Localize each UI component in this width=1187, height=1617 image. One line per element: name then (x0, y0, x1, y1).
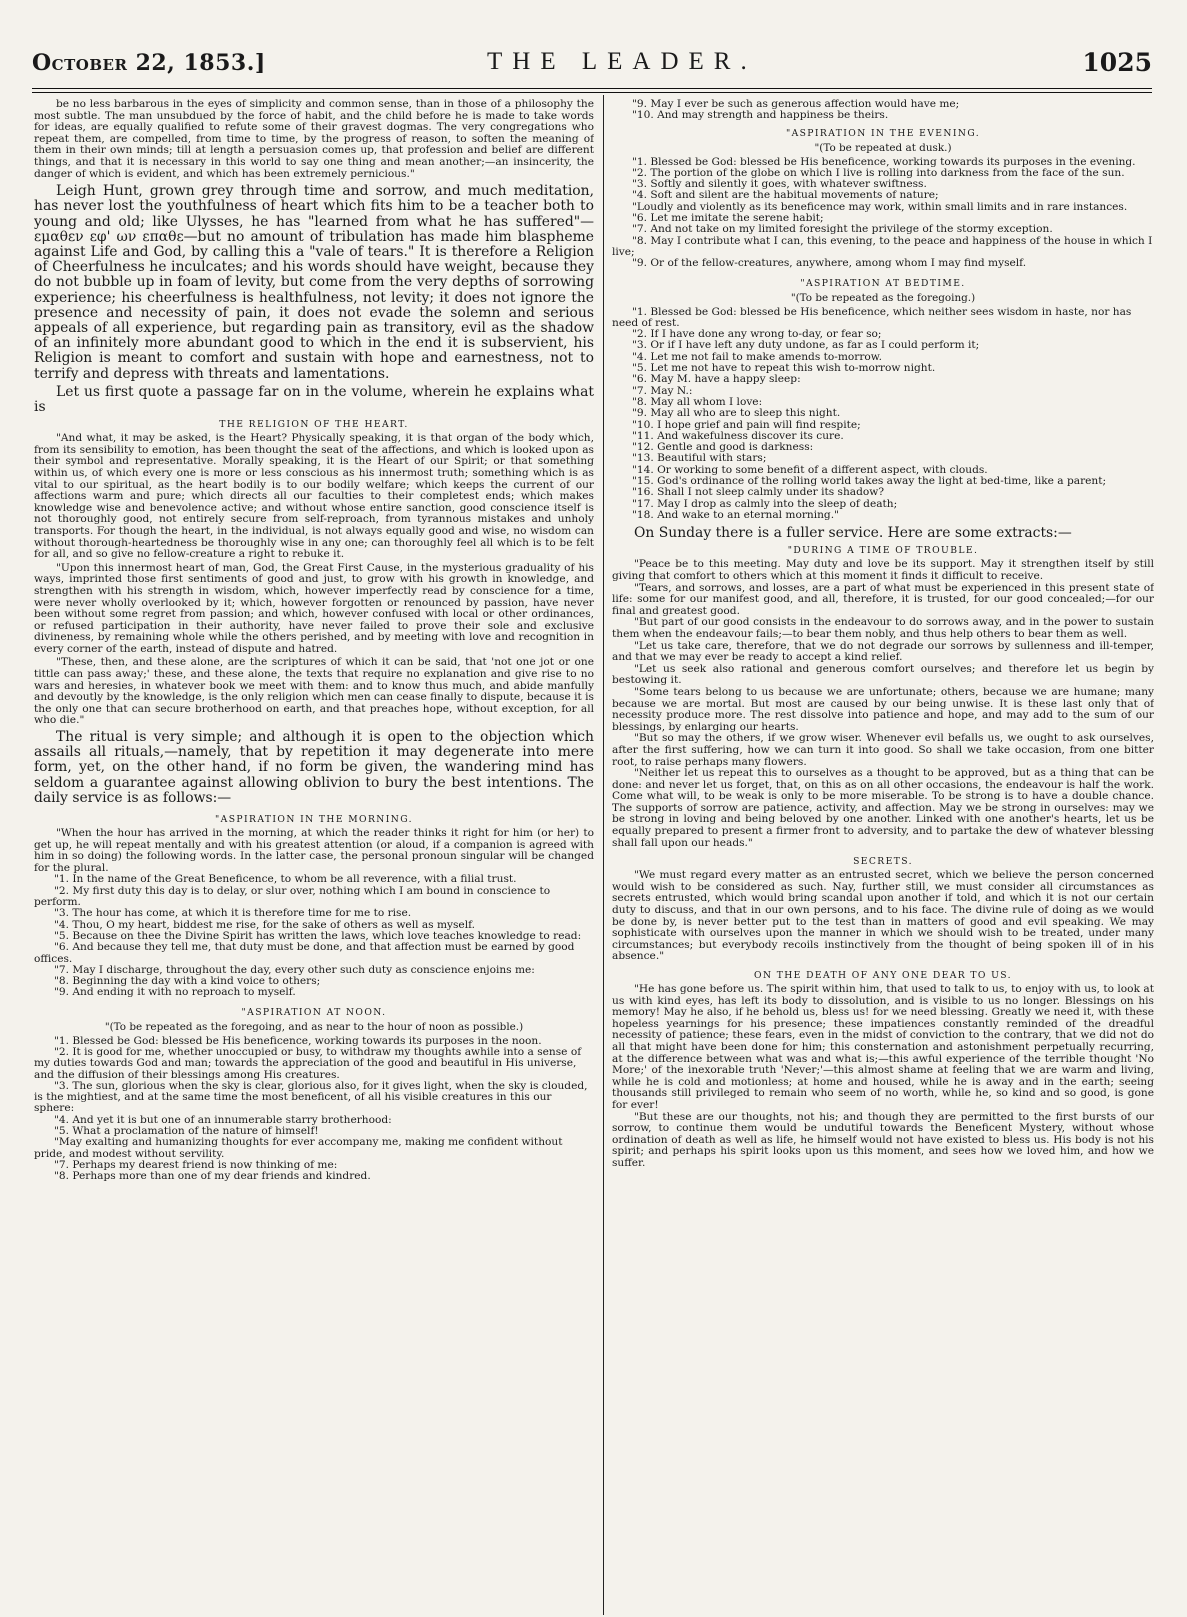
list-item: "1. Blessed be God: blessed be His beneficence, which neither sees wisdom in haste, nor has need of rest. (612, 305, 1132, 329)
left-column (34, 99, 594, 1614)
list-item: "13. Beautiful with stars; (632, 452, 767, 465)
list-item: "8. May I contribute what I can, this evening, to the peace and happiness of the house in which I live; (612, 234, 1153, 258)
heart-paragraph-1: "And what, it may be asked, is the Heart? Physically speaking, it is that organ of the body which, from its sensibility to emotion, has been thought the seat of the affections, and which is looked upon as their symbol and representative. Morally speaking, it is the Heart of our Spirit; or that something within us, of which every one is more or less conscious as his innermost truth; something which is as vital to our spiritual, as the heart bodily is to our bodily welfare; which keeps the current of our affections warm and pure; which directs all our faculties to their completest ends; which makes knowledge wise and benevolence active; and without whose entire sanction, good conscience itself is not thoroughly good, not entirely secure from self-reproach, from tyrannous mistakes and unholy transports. For though the heart, in the individual, is not always equally good and wise, no wisdom can without thorough-heartedness be thoroughly wise in any one; can thoroughly feel all which is to be felt for all, and so give no fellow-creature a right to rebuke it. (34, 432, 594, 561)
list-item: "9. And ending it with no reproach to myself. (54, 986, 296, 999)
list-item: "May exalting and humanizing thoughts for ever accompany me, making me confident without pride, and modest without servility. (34, 1136, 563, 1160)
right-column (612, 99, 1154, 1614)
list-item: "6. Let me imitate the serene habit; (632, 212, 824, 225)
ritual-paragraph: The ritual is very simple; and although it is open to the objection which assails all rituals,—namely, that by repetition it may degenerate into mere form, yet, on the other hand, if no form be given, the wandering mind has seldom a guarantee against allowing oblivion to bury the best intentions. The daily service is as follows:— (34, 729, 594, 806)
noon-list-continued (612, 99, 1154, 122)
trouble-paragraph: "Let us take care, therefore, that we do not degrade our sorrows by sullenness and ill-temper, and that we may ever be ready to accept a kind relief. (612, 639, 1154, 664)
heart-paragraph-2: "Upon this innermost heart of man, God, the Great First Cause, in the mysterious graduality of his ways, imprinted those first sentiments of good and just, to grow with his growth in knowledge, and strengthen with his strength in wisdom, which, however imperfectly read by conscience for a time, were never wholly overlooked by it; which, however forgotten or renounced by passion, have never been without some regret from passion; and which, however confused with local or other ordinances, or refused participation in their authority, have never failed to prove their sole and exclusive divineness, by remaining whole while the others perished, and by meeting with love and recognition in every corner of the earth, instead of dispute and hatred. (34, 561, 594, 655)
list-item: "18. And wake to an eternal morning." (632, 508, 839, 521)
list-item: "8. Perhaps more than one of my dear friends and kindred. (54, 1170, 371, 1183)
list-item: "2. If I have done any wrong to-day, or fear so; (632, 328, 882, 341)
page-number: 1025 (1082, 48, 1152, 77)
list-item: "4. And yet it is but one of an innumerable starry brotherhood: (54, 1113, 392, 1126)
list-item: "17. May I drop as calmly into the sleep of death; (632, 497, 898, 510)
list-item: "3. Softly and silently it goes, with whatever swiftness. (632, 178, 927, 191)
list-item: "8. May all whom I love: (632, 395, 763, 408)
list-item: "4. Thou, O my heart, biddest me rise, for the sake of others as well as myself. (54, 918, 475, 931)
list-item: "2. It is good for me, whether unoccupied or busy, to withdraw my thoughts awhile into a sense of my duties towards God and man; towards the appreciation of the good and beautiful in His universe, and the diffusion of their blessings among His creatures. (34, 1046, 582, 1081)
column-divider (603, 95, 604, 1615)
paper-title: THE LEADER. (487, 48, 757, 75)
list-item: "10. I hope grief and pain will find respite; (632, 418, 861, 431)
list-item: "8. Beginning the day with a kind voice to others; (54, 975, 321, 988)
list-item: "5. Let me not have to repeat this wish to-morrow night. (632, 362, 936, 375)
list-item: "7. May N.: (632, 384, 693, 397)
sunday-paragraph: On Sunday there is a fuller service. Here are some extracts:— (634, 525, 1072, 542)
list-item: "3. The sun, glorious when the sky is clear, glorious also, for it gives light, when the sky is clouded, is the mightiest, and at the same time the most beneficent, of all his visible creatures in this our sphere: (34, 1079, 588, 1115)
section-heading-noon: "ASPIRATION AT NOON. (241, 1006, 387, 1018)
list-item: "5. Because on thee the Divine Spirit has written the laws, which love teaches knowledge to read: (54, 929, 582, 942)
secrets-paragraph: "We must regard every matter as an entrusted secret, which we believe the person concerned would wish to be considered as such. Nay, further still, we must consider all circumstances as secrets entrusted, which would bring scandal upon another if told, and which it is not our certain duty to discuss, and that in our own persons, and to his face. The divine rule of doing as we would be done by, is never better put to the test than in matters of good and evil speaking. We may sophisticate with ourselves upon the manner in which we should wish to be treated, under many circumstances; but everybody recoils instinctively from the thought of being spoken ill of in his absence." (612, 869, 1154, 963)
list-item: "11. And wakefulness discover its cure. (632, 429, 844, 442)
issue-date: October 22, 1853.] (32, 50, 266, 76)
noon-instructions: "(To be repeated as the foregoing, and as near to the hour of noon as possible.) (104, 1020, 524, 1033)
list-item: "7. And not take on my limited foresight the privilege of the stormy exception. (632, 223, 1053, 236)
list-item: "9. May all who are to sleep this night. (632, 407, 841, 420)
section-heading-morning: "ASPIRATION IN THE MORNING. (215, 814, 413, 826)
death-paragraph-1: "He has gone before us. The spirit within him, that used to talk to us, to enjoy with us, to look at us with kind eyes, has left its body to dissolution, and is visible to us no longer. Blessings on his memory! May he also, if he behold us, bless us! for we need blessing. Greatly we need it, with these hopeless yearnings for his presence; these impatiences constantly reminded of the dreadful necessity of patience; these fears, even in the midst of conviction to the contrary, that we did not do all that might have been done for him; this consternation and astonishment perpetually recurring, at the difference between what was and what is;—this awful experience of the terrible thought 'No More;' of the inexorable truth 'Never;'—this almost shame at feeling that we are warm and living, while he is cold and motionless; at home and housed, while he is away and in the earth; seeing thousands still privileged to remain who seem of no worth, while he, so kind and so good, is gone for ever! (612, 983, 1154, 1111)
trouble-paragraph: "Neither let us repeat this to ourselves as a thought to be approved, but as a thing that can be done: and never let us forget, that, on this as on all other occasions, the endeavour is half the work. Come what will, to be weak is only to be more miserable. To be strong is to have a double chance. The supports of sorrow are patience, activity, and affection. May we be strong in ourselves: may we be strong in loving and being beloved by one another. Linked with one another's hearts, let us be equally prepared to present a firmer front to adversity, and to partake the dew of whatever blessing shall fall upon our heads." (612, 767, 1154, 849)
list-item: "12. Gentle and good is darkness: (632, 441, 814, 454)
list-item: "7. Perhaps my dearest friend is now thinking of me: (54, 1158, 338, 1171)
trouble-paragraph: "Let us seek also rational and generous comfort ourselves; and therefore let us begin by bestowing it. (612, 662, 1154, 687)
quote-continuation: be no less barbarous in the eyes of simplicity and common sense, than in those of a philosophy the most subtle. The man unsubdued by the force of habit, and the child before he is made to take words for ideas, are equally qualified to refute some of their gravest dogmas. The very congregations who repeat them, are compelled, from time to time, by the progress of reason, to soften the meaning of them in their own minds; till at length a persuasion comes up, that profession and belief are different things, and that it is necessary in this world to say one thing and mean another;—an insincerity, the danger of which is evident, and which has been extremely pernicious." (34, 99, 594, 180)
morning-intro: "When the hour has arrived in the morning, at which the reader thinks it right for him (or her) to get up, he will repeat mentally and with his greatest attention (or aloud, if a companion is agreed with him in so doing) the following words. In the latter case, the personal pronoun singular will be changed for the plural. (34, 827, 594, 874)
section-heading-heart: THE RELIGION OF THE HEART. (219, 419, 409, 431)
quote-intro-paragraph: Let us first quote a passage far on in the volume, wherein he explains what is (34, 383, 594, 415)
list-item: "3. Or if I have left any duty undone, as far as I could perform it; (632, 339, 980, 352)
list-item: "6. And because they tell me, that duty must be done, and that affection must be earned by good offices. (34, 941, 575, 965)
list-item: "1. In the name of the Great Beneficence, to whom be all reverence, with a filial trust. (54, 873, 517, 886)
list-item: "10. And may strength and happiness be theirs. (632, 109, 889, 122)
list-item: "2. The portion of the globe on which I live is rolling into darkness from the face of the sun. (632, 166, 1125, 179)
section-heading-secrets: SECRETS. (853, 856, 913, 868)
bedtime-list (612, 307, 1154, 522)
evening-instructions: "(To be repeated at dusk.) (814, 141, 952, 154)
morning-list (34, 874, 594, 998)
masthead-rule-bottom (32, 92, 1152, 93)
list-item: "4. Soft and silent are the habitual movements of nature; (632, 189, 939, 202)
section-heading-death: ON THE DEATH OF ANY ONE DEAR TO US. (754, 970, 1012, 981)
list-item: "7. May I discharge, throughout the day, every other such duty as conscience enjoins me: (54, 963, 535, 976)
list-item: "15. God's ordinance of the rolling world takes away the light at bed-time, like a parent; (632, 475, 1107, 488)
death-paragraph-2: "But these are our thoughts, not his; and though they are permitted to the first bursts of our sorrow, to continue them would be undutiful towards the Beneficent Mystery, without whose ordination of death as well as life, he himself would not have existed to bless us. His body is not his spirit; and perhaps his spirit looks upon us this moment, and sees how we loved him, and how we suffer. (612, 1110, 1154, 1169)
trouble-paragraph: "But part of our good consists in the endeavour to do sorrows away, and in the power to sustain them when the endeavour fails;—to bear them nobly, and thus help others to bear them as well. (612, 616, 1154, 640)
list-item: "1. Blessed be God: blessed be His beneficence, working towards its purposes in the noon. (54, 1034, 542, 1047)
list-item: "5. What a proclamation of the nature of himself! (54, 1125, 319, 1138)
section-heading-trouble: "DURING A TIME OF TROUBLE. (787, 545, 979, 557)
list-item: "4. Let me not fail to make amends to-morrow. (632, 350, 882, 363)
trouble-paragraph: "Peace be to this meeting. May duty and love be its support. May it strengthen itself by still giving that comfort to others which at this moment it finds it difficult to receive. (612, 558, 1154, 582)
leigh-hunt-paragraph: Leigh Hunt, grown grey through time and sorrow, and much meditation, has never lost the youthfulness of heart which fits him to be a teacher both to young and old; like Ulysses, he has "learned from what he has suffered"—εμαθεν εφ' ων επαθε—but no amount of tribulation has made him blaspheme against Life and God, by calling this a "vale of tears." It is therefore a Religion of Cheerfulness he inculcates; and his words should have weight, because they do not bubble up in foam of levity, but come from the very depths of sorrowing experience; his cheerfulness is healthfulness, not levity; it does not ignore the presence and necessity of pain, it does not evade the solemn and serious appeals of all experience, but regarding pain as transitory, evil as the shadow of an infinitely more abundant good to which in the end it is subservient, his Religion is meant to comfort and sustain with hope and earnestness, not to terrify and depress with threats and lamentations. (34, 183, 594, 382)
list-item: "9. May I ever be such as generous affection would have me; (632, 99, 960, 110)
list-item: "1. Blessed be God: blessed be His beneficence, working towards its purposes in the evening. (632, 155, 1136, 168)
trouble-paragraph: "But so may the others, if we grow wiser. Whenever evil befalls us, we ought to ask ourselves, after the first suffering, how we can turn it into good. So shall we take occasion, from one bitter root, to raise perhaps many flowers. (612, 732, 1154, 768)
trouble-paragraph: "Tears, and sorrows, and losses, are a part of what must be experienced in this present state of life: some for our manifest good, and all, therefore, it is trusted, for our good concealed;—for our final and greatest good. (612, 581, 1154, 617)
heart-paragraph-3: "These, then, and these alone, are the scriptures of which it can be said, that 'not one jot or one tittle can pass away;' these, and these alone, the texts that require no explanation and give rise to no wars and heresies, in whatever book we meet with them: and to know thus much, and abide manfully and devoutly by the knowledge, is the only religion which men can cease finally to dispute, because it is the only one that can secure brotherhood on earth, and that preaches hope, without exception, for all who die." (34, 656, 594, 727)
list-item: "6. May M. have a happy sleep: (632, 373, 801, 386)
list-item: "Loudly and violently as its beneficence may work, within small limits and in rare instances. (632, 200, 1128, 213)
list-item: "14. Or working to some benefit of a different aspect, with clouds. (632, 463, 988, 476)
list-item: "2. My first duty this day is to delay, or slur over, nothing which I am bound in conscience to perform. (34, 884, 551, 909)
section-heading-bedtime: "ASPIRATION AT BEDTIME. (800, 277, 966, 289)
masthead (32, 46, 1152, 86)
evening-list (612, 157, 1154, 270)
masthead-rule-top (32, 88, 1152, 89)
trouble-paragraph: "Some tears belong to us because we are unfortunate; others, because we are humane; many because we are mortal. But most are caused by our being unwise. It is these last only that of necessity produce more. The rest dissolve into patience and hope, and may add to the sum of our blessings, by enlarging our hearts. (612, 685, 1154, 733)
bedtime-instructions: "(To be repeated as the foregoing.) (790, 291, 976, 304)
noon-list (34, 1036, 594, 1183)
list-item: "9. Or of the fellow-creatures, anywhere, among whom I may find myself. (632, 257, 1027, 270)
section-heading-evening: "ASPIRATION IN THE EVENING. (785, 127, 981, 139)
list-item: "16. Shall I not sleep calmly under its shadow? (632, 486, 884, 499)
list-item: "3. The hour has come, at which it is therefore time for me to rise. (54, 907, 412, 920)
